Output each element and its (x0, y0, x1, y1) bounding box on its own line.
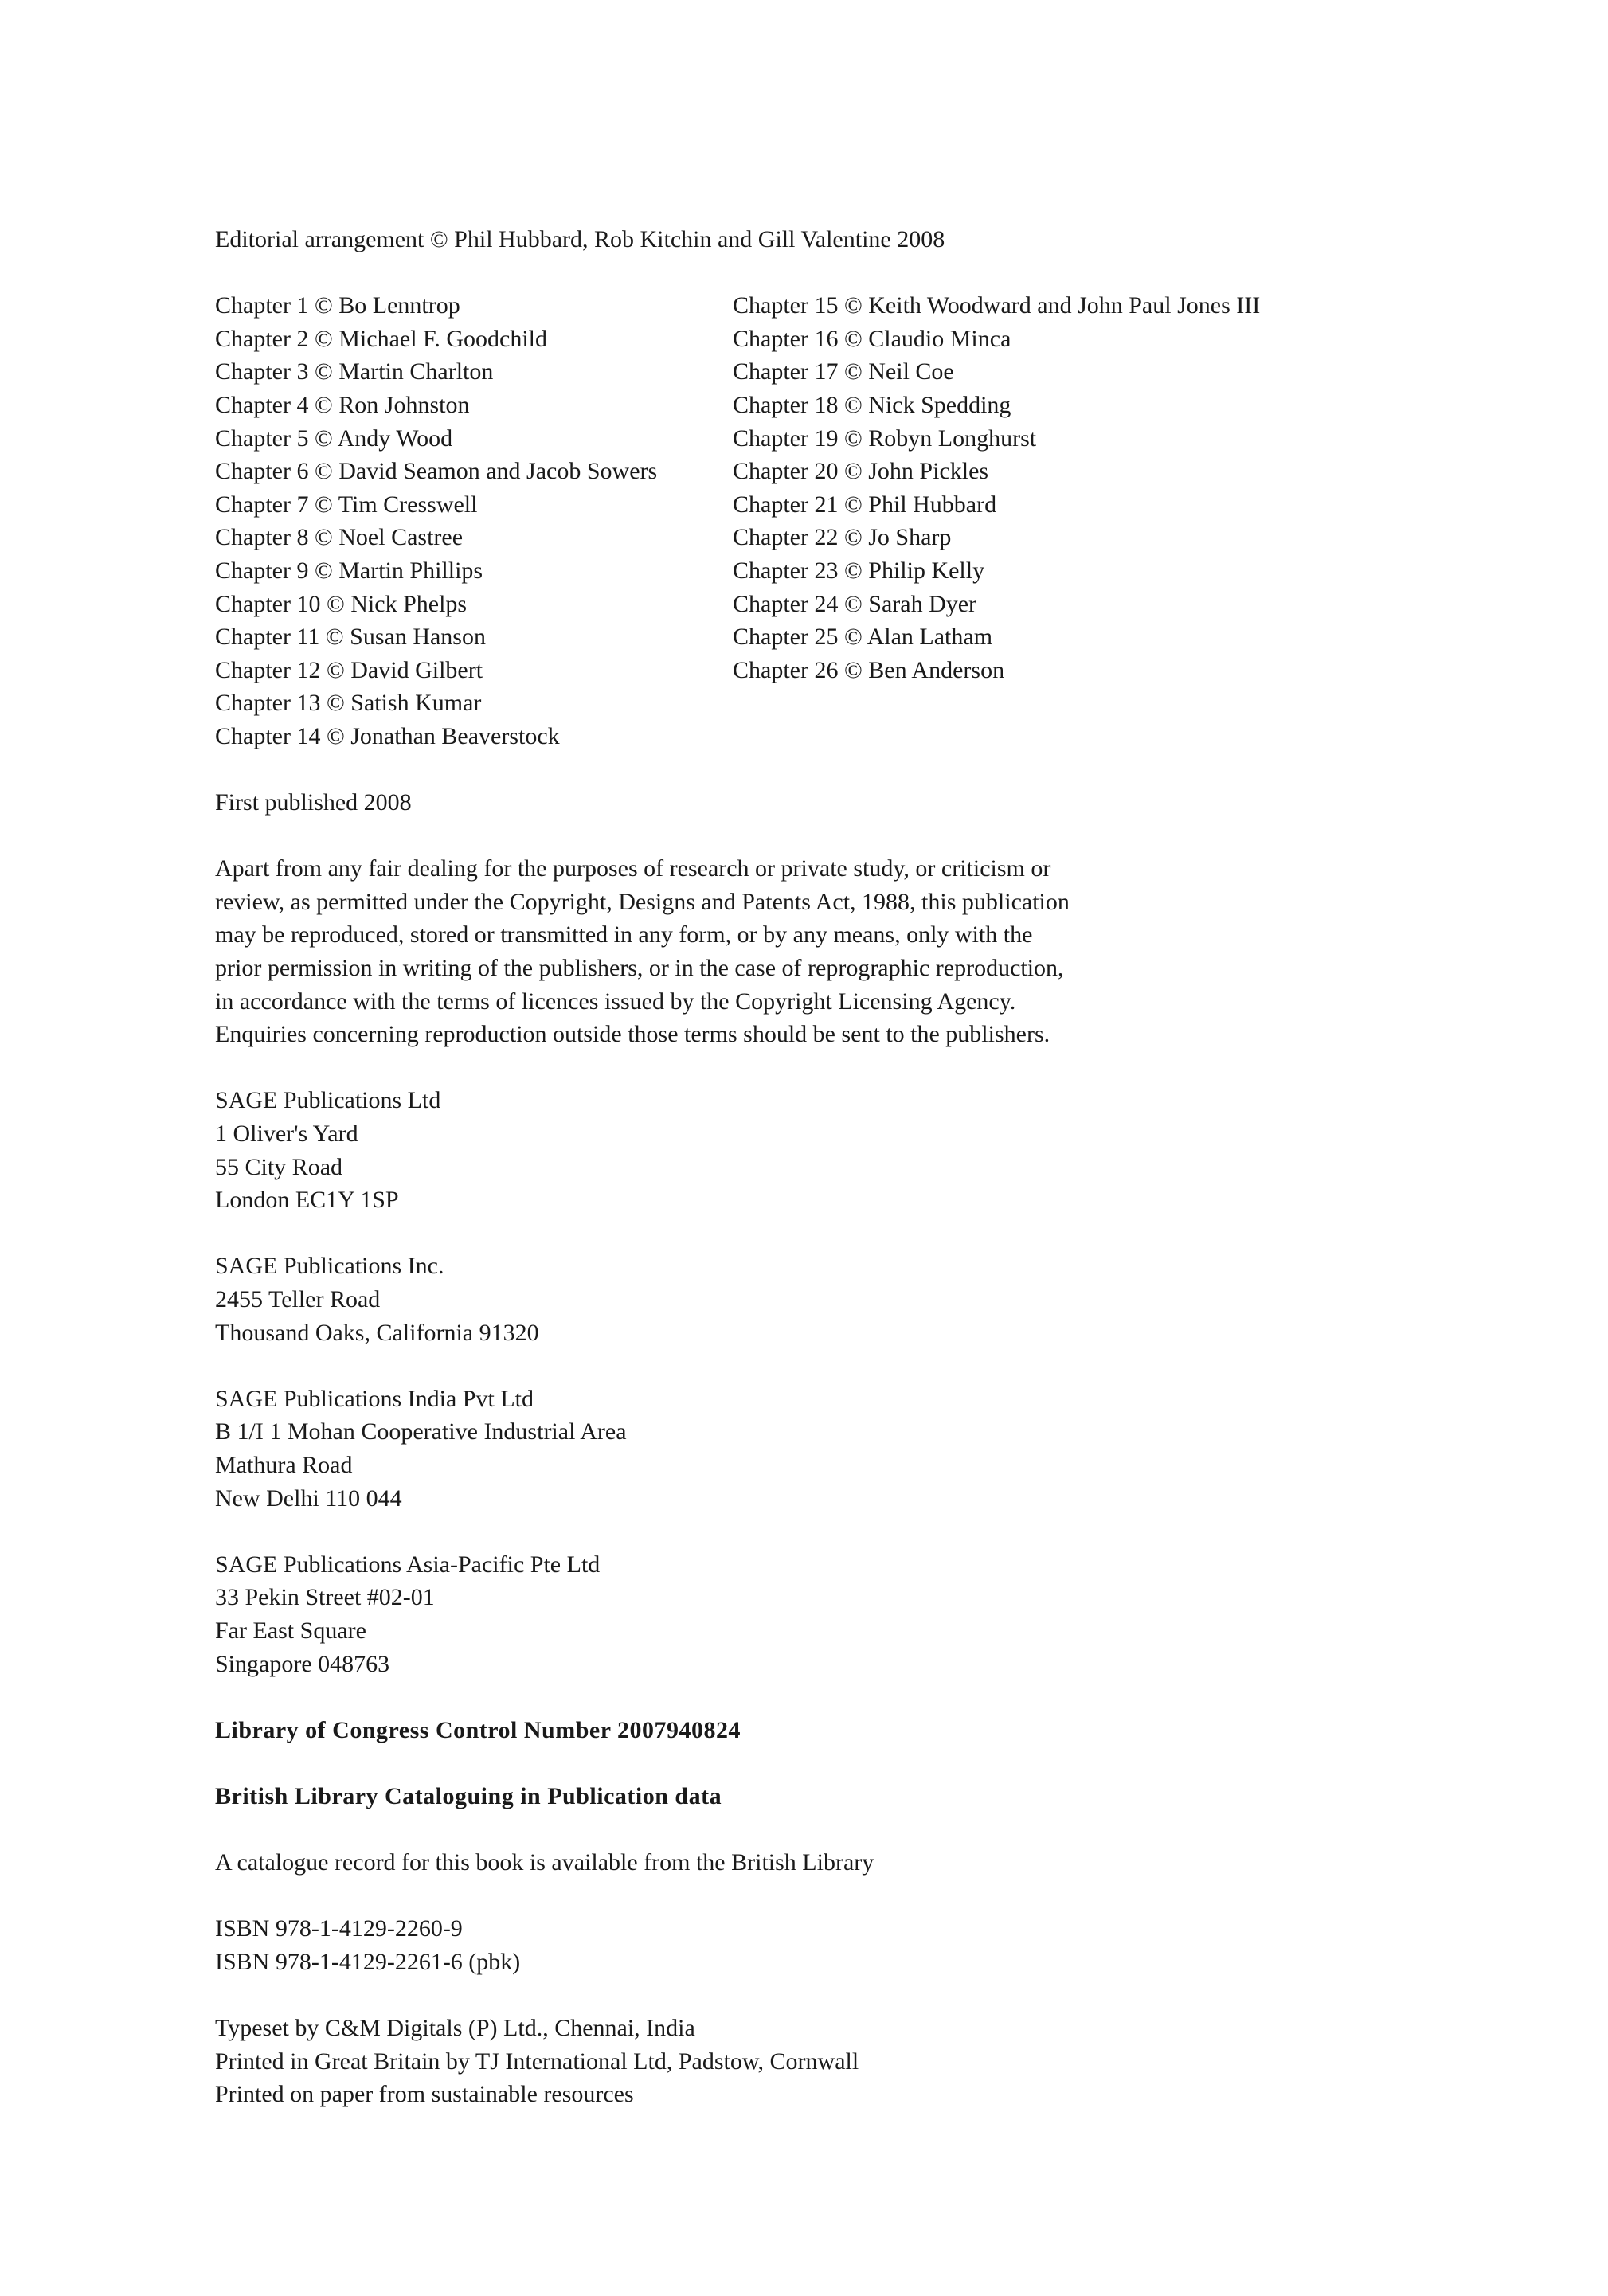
copyright-page (215, 223, 1410, 2111)
chapter-credit: Chapter 9 © Martin Phillips (215, 557, 483, 584)
address-line: SAGE Publications India Pvt Ltd (215, 1385, 534, 1412)
chapter-credit: Chapter 26 © Ben Anderson (733, 656, 1005, 683)
chapter-credit: Chapter 15 © Keith Woodward and John Paul Jones III (733, 292, 1261, 319)
address-sage-us (215, 1250, 1410, 1349)
chapter-credit: Chapter 16 © Claudio Minca (733, 325, 1011, 352)
chapter-credit: Chapter 20 © John Pickles (733, 458, 989, 485)
copyright-notice-line: prior permission in writing of the publishers, or in the case of reprographic reproduction, (215, 955, 1064, 982)
isbn-line: ISBN 978-1-4129-2260-9 (215, 1915, 463, 1942)
chapter-credits-left-column (215, 289, 733, 753)
copyright-notice (215, 852, 1410, 1051)
chapter-credits-right-column (733, 289, 1290, 753)
chapter-credits (215, 289, 1410, 753)
chapter-credit: Chapter 12 © David Gilbert (215, 656, 483, 683)
address-line: London EC1Y 1SP (215, 1187, 399, 1214)
address-line: 33 Pekin Street #02-01 (215, 1584, 435, 1611)
printing-line: Printed in Great Britain by TJ International Ltd, Padstow, Cornwall (215, 2048, 859, 2075)
chapter-credit: Chapter 13 © Satish Kumar (215, 690, 482, 717)
printing-line: Typeset by C&M Digitals (P) Ltd., Chennai, India (215, 2015, 695, 2042)
chapter-credit: Chapter 10 © Nick Phelps (215, 590, 468, 617)
copyright-notice-line: Apart from any fair dealing for the purposes of research or private study, or criticism or (215, 855, 1051, 882)
address-sage-india (215, 1383, 1410, 1515)
printing-line: Printed on paper from sustainable resources (215, 2081, 634, 2108)
copyright-notice-line: Enquiries concerning reproduction outside those terms should be sent to the publishers. (215, 1021, 1050, 1048)
catalogue-record: A catalogue record for this book is available from the British Library (215, 1849, 874, 1876)
chapter-credit: Chapter 23 © Philip Kelly (733, 557, 985, 584)
copyright-notice-line: review, as permitted under the Copyright, Designs and Patents Act, 1988, this publication (215, 888, 1070, 915)
address-line: Far East Square (215, 1617, 366, 1644)
address-sage-uk (215, 1084, 1410, 1216)
chapter-credit: Chapter 18 © Nick Spedding (733, 391, 1011, 418)
address-line: Thousand Oaks, California 91320 (215, 1319, 539, 1346)
chapter-credit: Chapter 11 © Susan Hanson (215, 624, 486, 651)
chapter-credit: Chapter 22 © Jo Sharp (733, 524, 952, 551)
chapter-credit: Chapter 4 © Ron Johnston (215, 391, 470, 418)
isbn-block (215, 1912, 1410, 1978)
address-sage-asia-pacific (215, 1548, 1410, 1680)
address-line: 1 Oliver's Yard (215, 1121, 358, 1148)
isbn-line: ISBN 978-1-4129-2261-6 (pbk) (215, 1948, 521, 1975)
chapter-credit: Chapter 5 © Andy Wood (215, 424, 453, 452)
address-line: SAGE Publications Ltd (215, 1087, 441, 1114)
copyright-notice-line: in accordance with the terms of licences issued by the Copyright Licensing Agency. (215, 988, 1016, 1015)
chapter-credit: Chapter 7 © Tim Cresswell (215, 491, 478, 518)
bl-cataloguing-heading: British Library Cataloguing in Publication data (215, 1782, 722, 1809)
chapter-credit: Chapter 17 © Neil Coe (733, 358, 954, 385)
chapter-credit: Chapter 8 © Noel Castree (215, 524, 464, 551)
chapter-credit: Chapter 24 © Sarah Dyer (733, 590, 977, 617)
editorial-arrangement: Editorial arrangement © Phil Hubbard, Rob Kitchin and Gill Valentine 2008 (215, 226, 945, 252)
chapter-credit: Chapter 25 © Alan Latham (733, 624, 993, 651)
address-line: 55 City Road (215, 1153, 343, 1180)
chapter-credit: Chapter 3 © Martin Charlton (215, 358, 494, 385)
copyright-notice-line: may be reproduced, stored or transmitted in any form, or by any means, only with the (215, 921, 1033, 949)
loc-control-number: Library of Congress Control Number 2007940824 (215, 1716, 741, 1743)
address-line: B 1/I 1 Mohan Cooperative Industrial Area (215, 1418, 627, 1445)
chapter-credit: Chapter 1 © Bo Lenntrop (215, 292, 460, 319)
address-line: Mathura Road (215, 1451, 353, 1478)
address-line: Singapore 048763 (215, 1650, 390, 1677)
printing-info (215, 2012, 1410, 2111)
address-line: SAGE Publications Asia-Pacific Pte Ltd (215, 1551, 601, 1578)
chapter-credit: Chapter 2 © Michael F. Goodchild (215, 325, 547, 352)
address-line: SAGE Publications Inc. (215, 1253, 444, 1280)
chapter-credit: Chapter 6 © David Seamon and Jacob Sowers (215, 458, 658, 485)
address-line: 2455 Teller Road (215, 1286, 381, 1312)
chapter-credit: Chapter 19 © Robyn Longhurst (733, 424, 1037, 452)
first-published: First published 2008 (215, 789, 412, 816)
chapter-credit: Chapter 14 © Jonathan Beaverstock (215, 722, 560, 749)
address-line: New Delhi 110 044 (215, 1484, 402, 1512)
chapter-credit: Chapter 21 © Phil Hubbard (733, 491, 997, 518)
